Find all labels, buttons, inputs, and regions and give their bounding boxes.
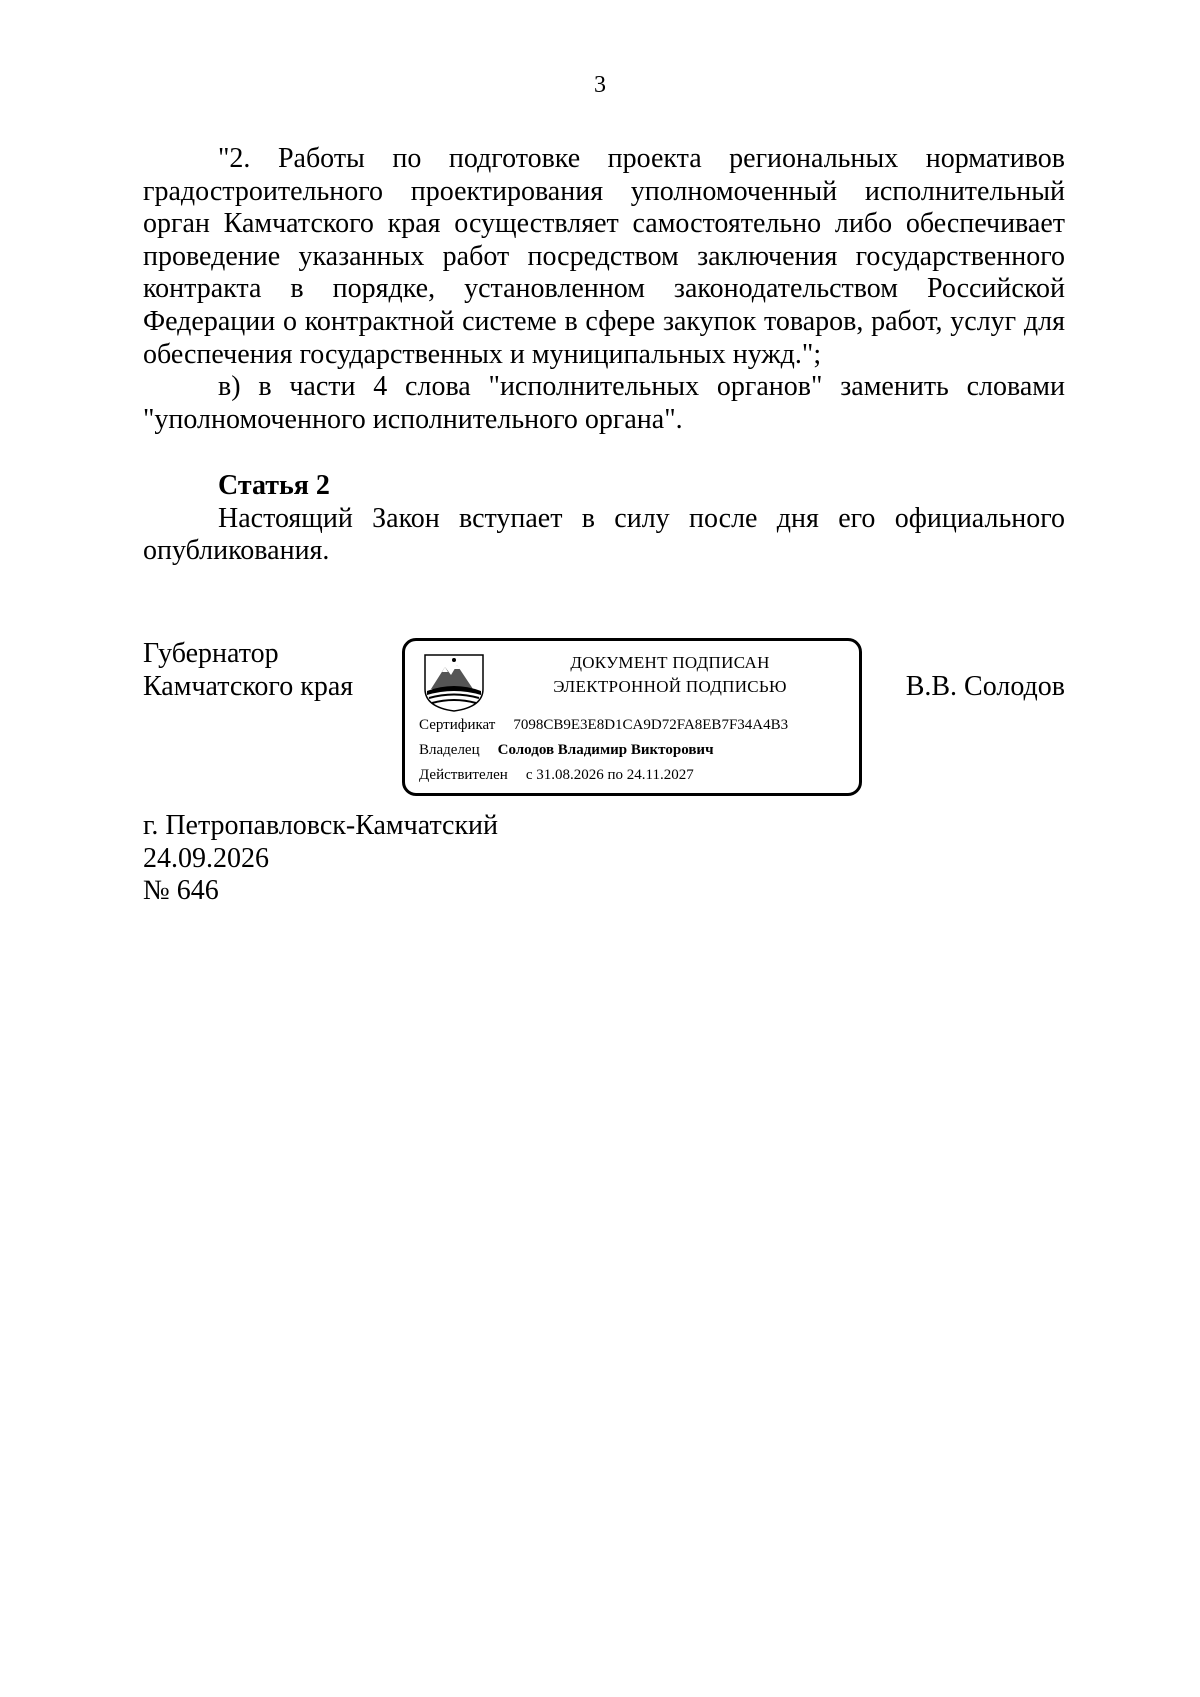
footer-date: 24.09.2026 [143,842,269,874]
article-2 [143,470,1065,568]
paragraph-v-amendment: в) в части 4 слова "исполнительных органов" заменить словами "уполномоченного исполнительного органа". [143,371,1065,435]
owner-label: Владелец [419,742,480,758]
stamp-header-line2: ЭЛЕКТРОННОЙ ПОДПИСЬЮ [553,677,787,696]
article-text: Настоящий Закон вступает в силу после дня его официального опубликования. [143,502,1065,567]
stamp-validity-row [419,767,694,784]
valid-value: с 31.08.2026 по 24.11.2027 [525,767,694,783]
signer-title-line1: Губернатор [143,638,279,669]
document-body [143,143,1065,436]
document-footer [143,810,498,908]
valid-label: Действителен [419,767,508,783]
footer-city: г. Петропавловск-Камчатский [143,810,499,841]
page-number: 3 [594,72,606,98]
signer-name: В.В. Солодов [905,671,1065,702]
electronic-signature-stamp [402,638,862,796]
paragraph-2-amendment: "2. Работы по подготовке проекта региональных нормативов градостроительного проектирования уполномоченный исполнительный орган Камчатского края осуществляет самостоятельно либо обеспечивает проведение указанных работ посредством заключения государственного контракта в порядке, установленном законодательством Российской Федерации о контрактной системе в сфере закупок товаров, работ, услуг для обеспечения государственных и муниципальных нужд."; [143,143,1065,370]
stamp-certificate-row [419,717,788,734]
owner-value: Солодов Владимир Викторович [497,742,714,758]
kamchatka-coat-of-arms-icon [421,651,487,718]
stamp-owner-row [419,742,714,759]
certificate-value: 7098CB9E3E8D1CA9D72FA8EB7F34A4B3 [513,717,789,733]
certificate-label: Сертификат [419,717,496,733]
article-heading: Статья 2 [218,470,330,501]
stamp-header-line1: ДОКУМЕНТ ПОДПИСАН [570,653,770,672]
footer-number: № 646 [143,875,219,907]
signer-title [143,638,353,703]
signer-title-line2: Камчатского края [143,670,354,702]
